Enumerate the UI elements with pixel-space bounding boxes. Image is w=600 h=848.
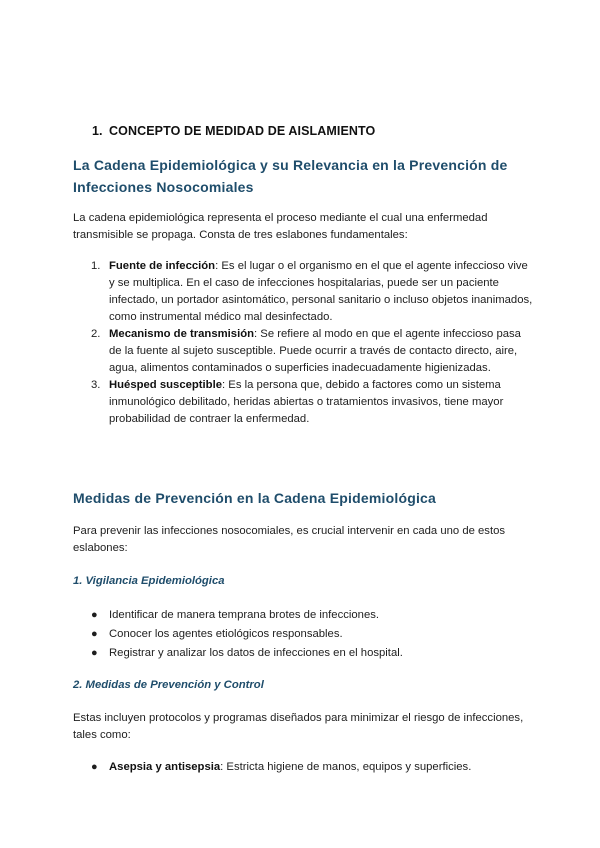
bullet-text: Conocer los agentes etiológicos responsables. [109, 628, 343, 640]
section-title-cadena: La Cadena Epidemiológica y su Relevancia en la Prevención de Infecciones Nosocomiales [73, 157, 508, 195]
list-item-term: Mecanismo de transmisión [109, 328, 255, 340]
section1-intro: La cadena epidemiológica representa el proceso mediante el cual una enfermedad transmisible se propaga. Consta de tres eslabones fundamentales: [73, 212, 488, 241]
bullet-item [73, 606, 533, 625]
numbered-list [73, 258, 533, 428]
list-item-term: Huésped susceptible [109, 379, 223, 391]
bullet-icon: ● [91, 761, 98, 773]
list-marker: 2. [91, 328, 101, 340]
bullet-text: : Estricta higiene de manos, equipos y superficies. [220, 761, 472, 773]
list-item [73, 377, 533, 428]
bullet-item [73, 625, 533, 644]
subsection-title-vigilancia: 1. Vigilancia Epidemiológica [73, 575, 225, 587]
list-item-text: : Es el lugar o el organismo en el que el agente infeccioso vive y se multiplica. En el caso de infecciones hospitalarias, puede ser un paciente infectado, un portador asintomático, personal sanitario o incluso objetos inanimados, como instrumental médico mal desinfectado. [109, 260, 533, 323]
bullet-icon: ● [91, 609, 98, 621]
bullet-item [73, 644, 533, 663]
subsection2-intro: Estas incluyen protocolos y programas diseñados para minimizar el riesgo de infecciones, tales como: [73, 712, 524, 741]
list-item-term: Fuente de infección [109, 260, 216, 272]
bullet-list-vigilancia [73, 606, 533, 663]
list-marker: 1. [91, 260, 101, 272]
main-heading-number: 1. [92, 124, 103, 138]
bullet-text: Registrar y analizar los datos de infecciones en el hospital. [109, 647, 403, 659]
bullet-icon: ● [91, 628, 98, 640]
list-marker: 3. [91, 379, 101, 391]
list-item-text: : Es la persona que, debido a factores como un sistema inmunológico debilitado, heridas abiertas o tratamientos invasivos, tiene mayor probabilidad de contraer la enfermedad. [109, 379, 504, 425]
bullet-item [73, 758, 533, 777]
section2-intro: Para prevenir las infecciones nosocomiales, es crucial intervenir en cada uno de estos eslabones: [73, 525, 506, 554]
bullet-term: Asepsia y antisepsia [109, 761, 221, 773]
bullet-icon: ● [91, 647, 98, 659]
list-item [73, 326, 533, 377]
list-item [73, 258, 533, 326]
main-heading-text: CONCEPTO DE MEDIDAD DE AISLAMIENTO [109, 124, 376, 138]
list-item-text: : Se refiere al modo en que el agente infeccioso pasa de la fuente al sujeto susceptible. Puede ocurrir a través de contacto directo, aire, agua, alimentos contaminados o superficies inadecuadamente higienizadas. [109, 328, 521, 374]
section-title-medidas: Medidas de Prevención en la Cadena Epidemiológica [73, 490, 437, 506]
subsection-title-prevencion: 2. Medidas de Prevención y Control [73, 679, 264, 691]
bullet-text: Identificar de manera temprana brotes de infecciones. [109, 609, 380, 621]
main-heading [92, 124, 375, 138]
bullet-list-prevencion [73, 758, 533, 777]
